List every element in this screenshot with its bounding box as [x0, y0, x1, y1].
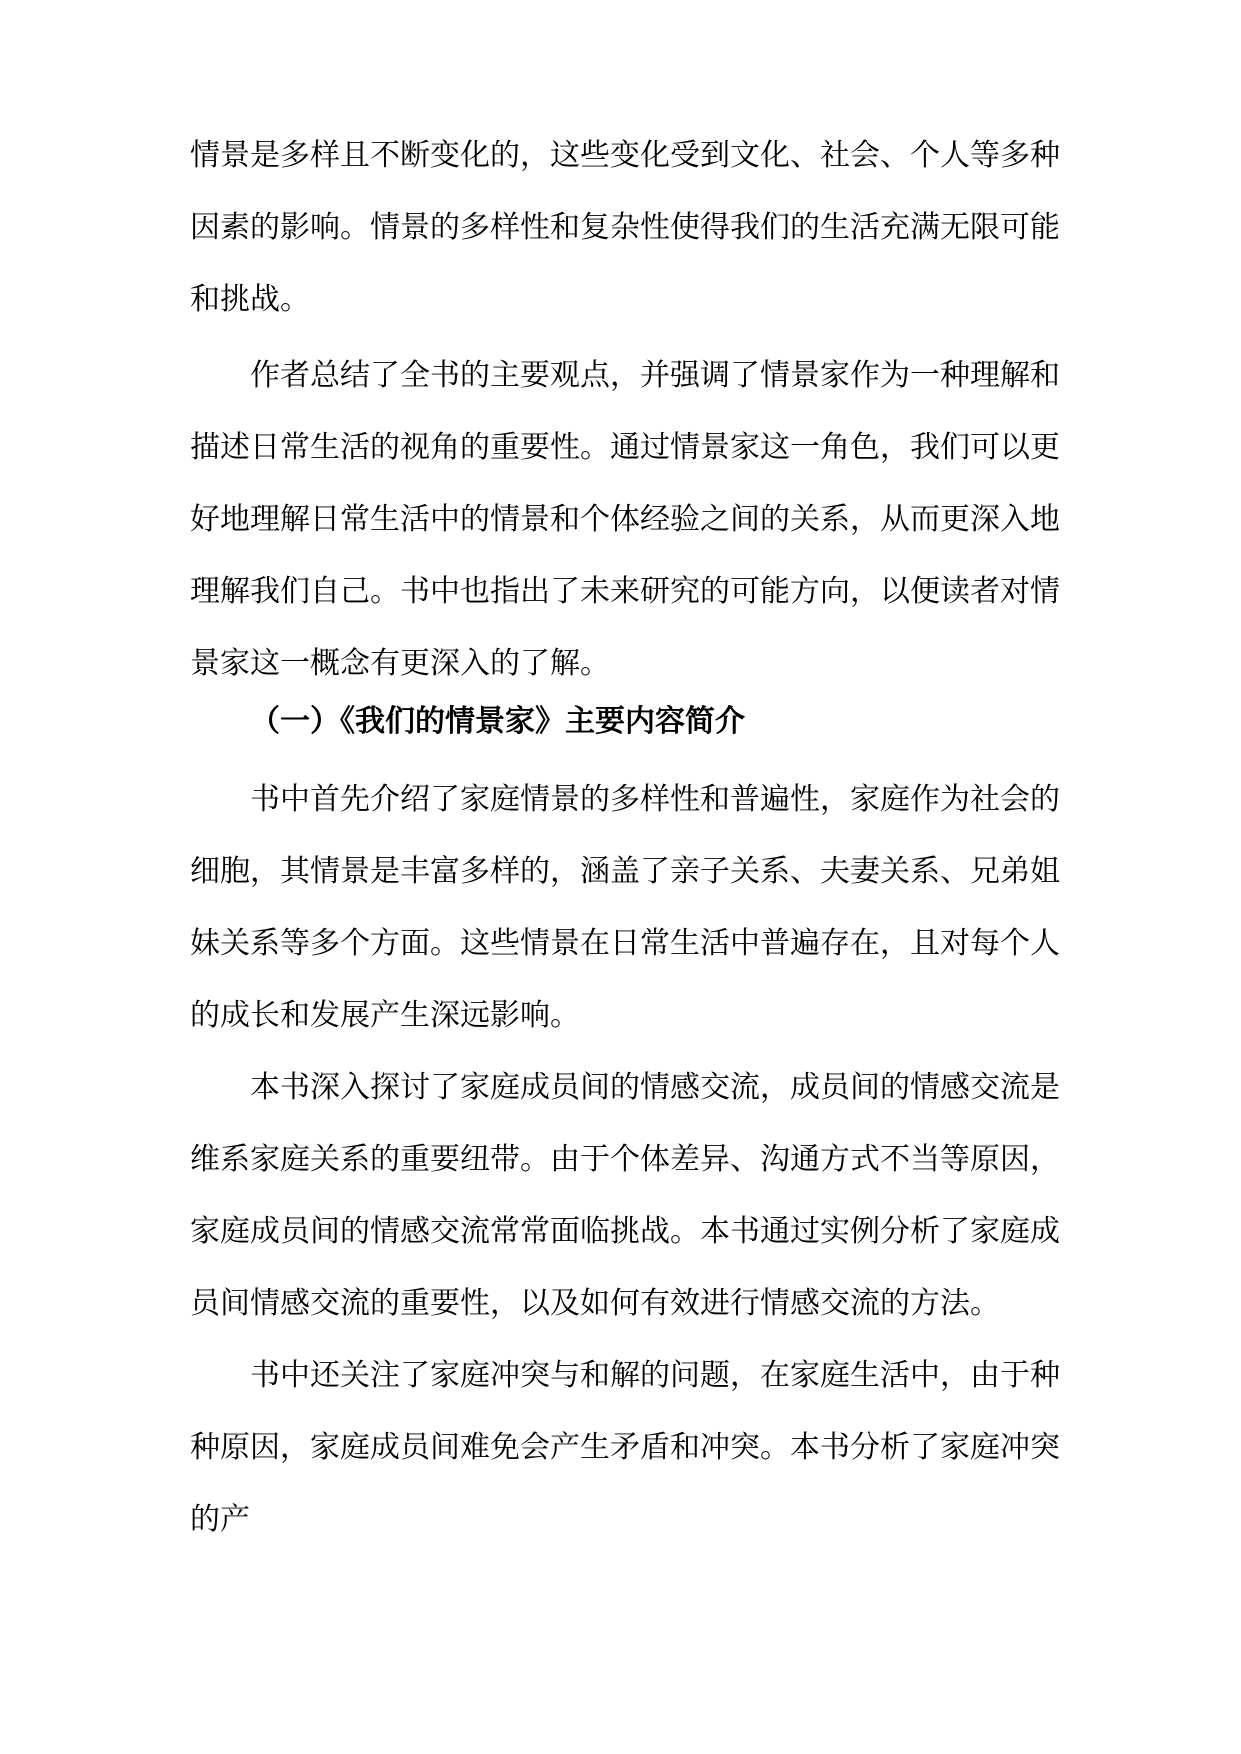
- body-text: [190, 120, 1060, 700]
- paragraph-family-scenes: 书中首先介绍了家庭情景的多样性和普遍性，家庭作为社会的细胞，其情景是丰富多样的，涵盖了亲子关系、夫妻关系、兄弟姐妹关系等多个方面。这些情景在日常生活中普遍存在，且对每个人的成长和发展产生深远影响。: [190, 782, 1060, 1033]
- section-heading: （一）《我们的情景家》主要内容简介: [250, 704, 745, 739]
- paragraph-emotional-communication: 本书深入探讨了家庭成员间的情感交流，成员间的情感交流是维系家庭关系的重要纽带。由于个体差异、沟通方式不当等原因，家庭成员间的情感交流常常面临挑战。本书通过实例分析了家庭成员间情感交流的重要性，以及如何有效进行情感交流的方法。: [190, 1070, 1060, 1321]
- paragraph-family-conflict: 书中还关注了家庭冲突与和解的问题，在家庭生活中，由于种种原因，家庭成员间难免会产生矛盾和冲突。本书分析了家庭冲突的产: [190, 1358, 1060, 1537]
- section-body: [190, 764, 1060, 1556]
- paragraph-summary: 作者总结了全书的主要观点，并强调了情景家作为一种理解和描述日常生活的视角的重要性。通过情景家这一角色，我们可以更好地理解日常生活中的情景和个体经验之间的关系，从而更深入地理解我们自己。书中也指出了未来研究的可能方向，以便读者对情景家这一概念有更深入的了解。: [190, 358, 1060, 681]
- paragraph-continued: 情景是多样且不断变化的，这些变化受到文化、社会、个人等多种因素的影响。情景的多样性和复杂性使得我们的生活充满无限可能和挑战。: [190, 138, 1060, 317]
- section-heading-block: [190, 686, 1060, 758]
